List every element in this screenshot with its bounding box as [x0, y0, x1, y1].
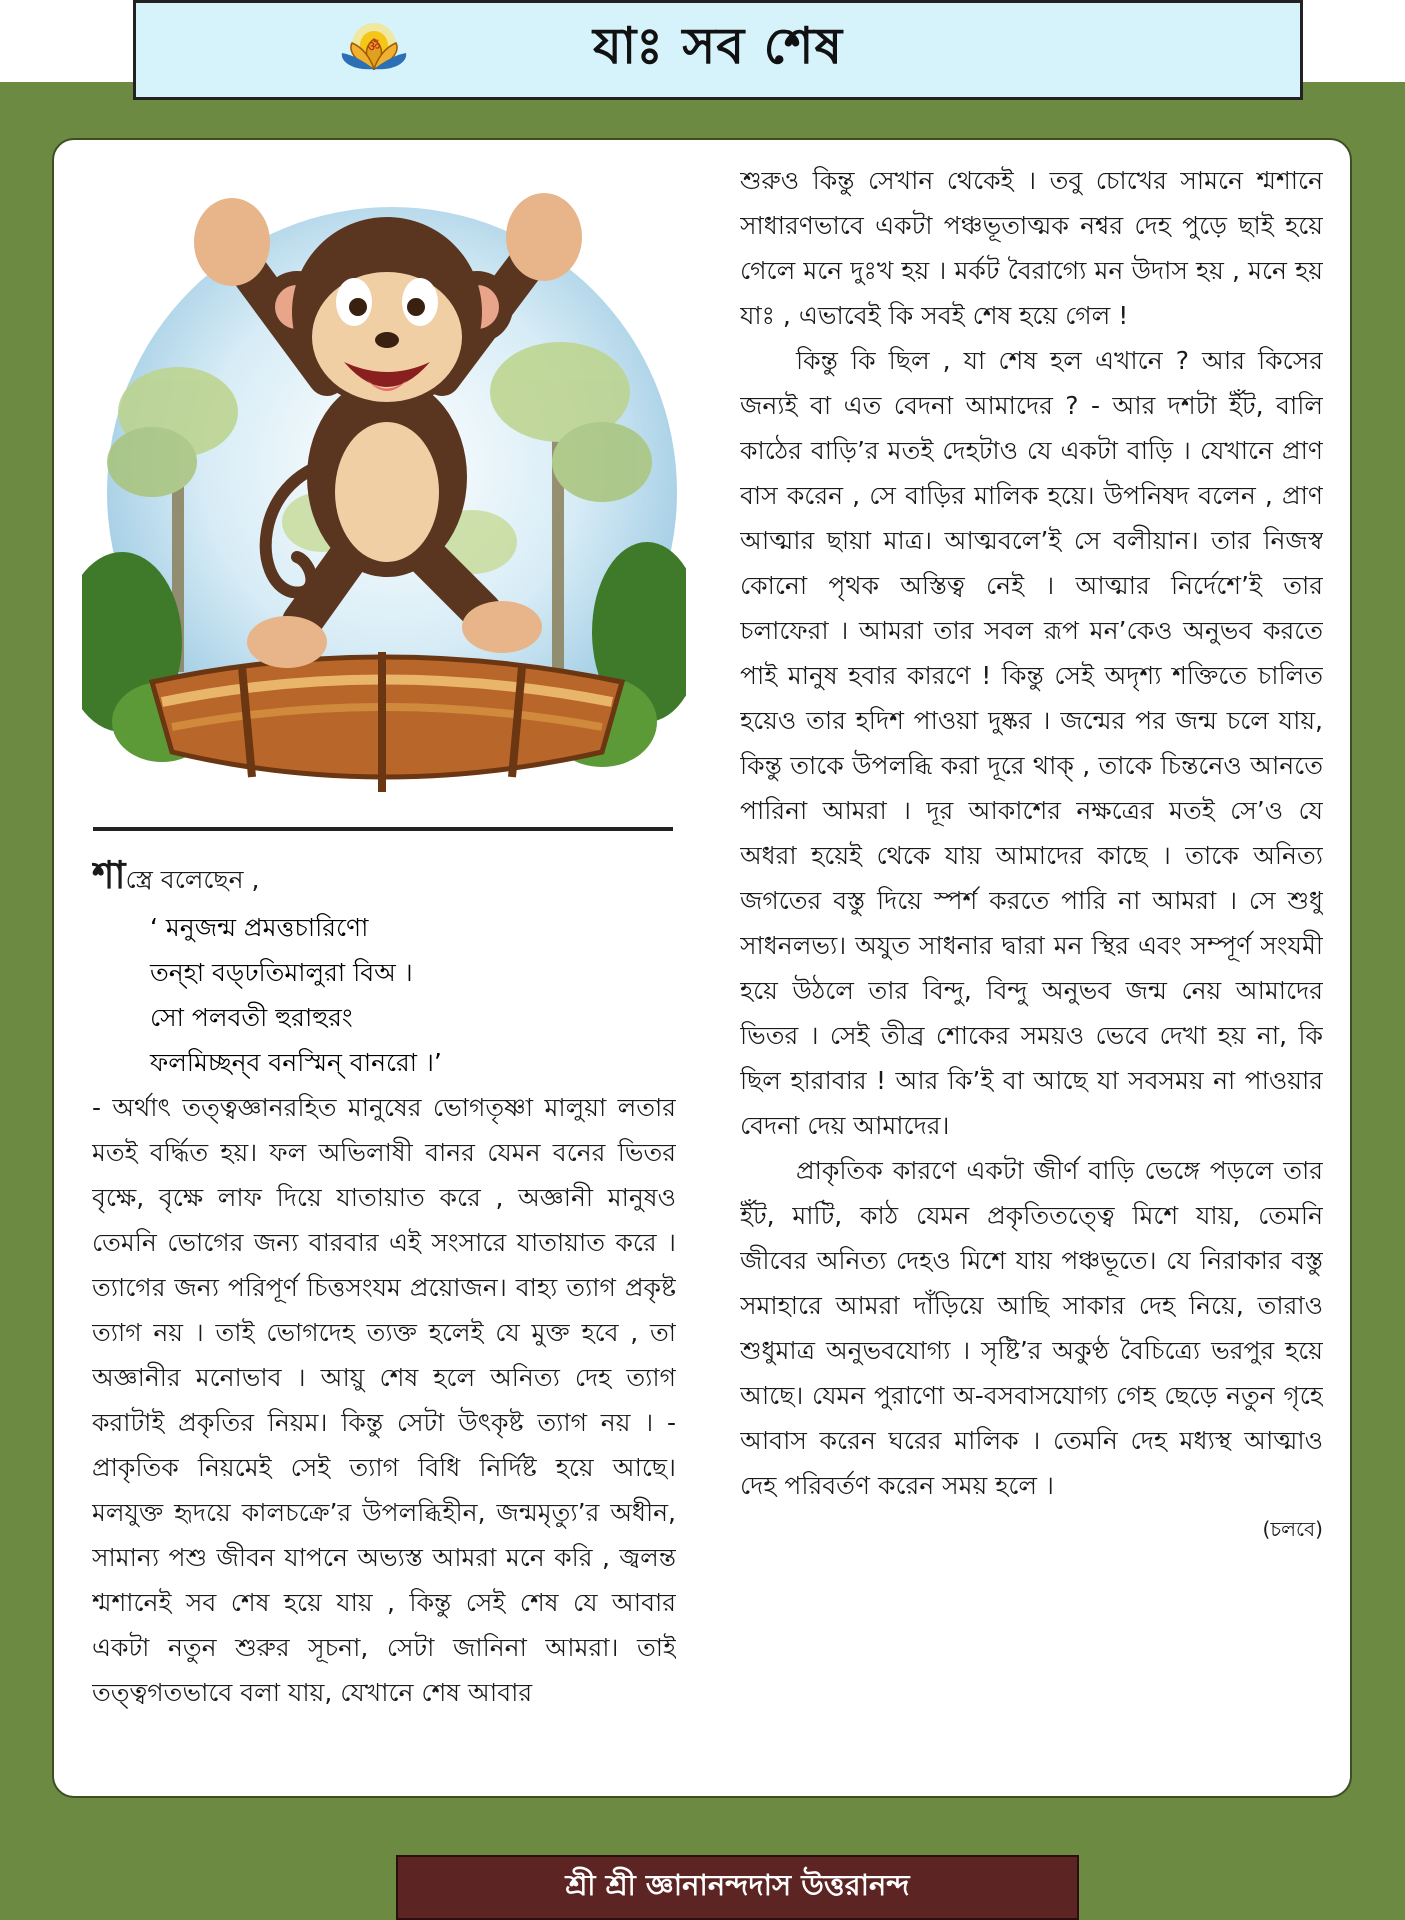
author-name: শ্রী শ্রী জ্ঞানানন্দদাস উত্তরানন্দ: [565, 1868, 910, 1902]
section-divider: [93, 827, 673, 831]
left-body-paragraph: - অর্থাৎ তত্ত্বজ্ঞানরহিত মানুষের ভোগতৃষ্ণা মালুয়া লতার মতই বর্দ্ধিত হয়। ফল অভিলাষী বানর যেমন বনের ভিতর বৃক্ষে, বৃক্ষে লাফ দিয়ে যাতায়াত করে , অজ্ঞানী মানুষও তেমনি ভোগের জন্য বারবার এই সংসারে যাতায়াত করে । ত্যাগের জন্য পরিপূর্ণ চিত্তসংযম প্রয়োজন। বাহ্য ত্যাগ প্রকৃষ্ট ত্যাগ নয় । তাই ভোগদেহ ত্যক্ত হলেই যে মুক্ত হবে , তা অজ্ঞানীর মনোভাব । আয়ু শেষ হলে অনিত্য দেহ ত্যাগ করাটাই প্রকৃতির নিয়ম। কিন্তু সেটা উৎকৃষ্ট ত্যাগ নয় । - প্রাকৃতিক নিয়মেই সেই ত্যাগ বিধি নির্দিষ্ট হয়ে আছে। মলযুক্ত হৃদয়ে কালচক্রে’র উপলব্ধিহীন, জন্মমৃত্যু’র অধীন, সামান্য পশু জীবন যাপনে অভ্যস্ত আমরা মনে করি , জ্বলন্ত শ্মশানেই সব শেষ হয়ে যায় , কিন্তু সেই শেষ যে আবার একটা নতুন শুরুর সূচনা, সেটা জানিনা আমরা। তাই তত্ত্বগতভাবে বলা যায়, যেখানে শেষ আবার: [92, 1093, 676, 1707]
right-paragraph-1: শুরুও কিন্তু সেখান থেকেই । তবু চোখের সামনে শ্মশানে সাধারণভাবে একটা পঞ্চভূতাত্মক নশ্বর দেহ পুড়ে ছাই হয়ে গেলে মনে দুঃখ হয় । মর্কট বৈরাগ্যে মন উদাস হয় , মনে হয় যাঃ , এভাবেই কি সবই শেষ হয়ে গেল !: [740, 166, 1323, 330]
right-column: [740, 158, 1323, 1788]
verse-line-3: সো পলবতী হুরাহুরং: [150, 1003, 353, 1032]
author-banner: [396, 1855, 1079, 1920]
intro-text: স্ত্রে বলেছেন ,: [125, 865, 260, 894]
lotus-om-icon: [334, 17, 414, 87]
right-paragraph-2: কিন্তু কি ছিল , যা শেষ হল এখানে ? আর কিসের জন্যই বা এত বেদনা আমাদের ? - আর দশটা ইঁট, বালি কাঠের বাড়ি’র মতই দেহটাও যে একটা বাড়ি । যেখানে প্রাণ বাস করেন , সে বাড়ির মালিক হয়ে। উপনিষদ বলেন , প্রাণ আত্মার ছায়া মাত্র। আত্মবলে’ই সে বলীয়ান। তার নিজস্ব কোনো পৃথক অস্তিত্ব নেই । আত্মার নির্দেশে’ই তার চলাফেরা । আমরা তার সবল রূপ মন’কেও অনুভব করতে পাই মানুষ হবার কারণে ! কিন্তু সেই অদৃশ্য শক্তিতে চালিত হয়েও তার হদিশ পাওয়া দুষ্কর । জন্মের পর জন্ম চলে যায়, কিন্তু তাকে উপলব্ধি করা দূরে থাক্‌ , তাকে চিন্তনেও আনতে পারিনা আমরা । দূর আকাশের নক্ষত্রের মতই সে’ও যে অধরা হয়েই থেকে যায় আমাদের কাছে । তাকে অনিত্য জগতের বস্তু দিয়ে স্পর্শ করতে পারি না আমরা । সে শুধু সাধনলভ্য। অযুত সাধনার দ্বারা মন স্থির এবং সম্পূর্ণ সংযমী হয়ে উঠলে তার বিন্দু, বিন্দু অনুভব জন্ম নেয় আমাদের ভিতর । সেই তীব্র শোকের সময়ও ভেবে দেখা হয় না, কি ছিল হারাবার ! আর কি’ই বা আছে যা সবসময় না পাওয়ার বেদনা দেয় আমাদের।: [740, 346, 1323, 1140]
title-banner: [133, 0, 1303, 100]
verse-line-1: ‘ মনুজন্ম প্রমত্তচারিণো: [150, 913, 369, 942]
left-column: [92, 850, 676, 1785]
continued-label: (চলবে): [1262, 1517, 1323, 1541]
svg-text:ॐ: ॐ: [367, 39, 381, 55]
intro-line: [92, 850, 676, 905]
verse-line-4: ফলমিচ্ছন্‌ব বনস্মিন্‌ বানরো ।’: [150, 1048, 442, 1077]
right-paragraph-3: প্রাকৃতিক কারণে একটা জীর্ণ বাড়ি ভেঙ্গে পড়লে তার ইঁট, মাটি, কাঠ যেমন প্রকৃতিতত্ত্বে মিশে যায়, তেমনি জীবের অনিত্য দেহও মিশে যায় পঞ্চভূতে। যে নিরাকার বস্তু সমাহারে আমরা দাঁড়িয়ে আছি সাকার দেহ নিয়ে, তারাও শুধুমাত্র অনুভবযোগ্য । সৃষ্টি’র অকুণ্ঠ বৈচিত্র্যে ভরপুর হয়ে আছে। যেমন পুরাণো অ-বসবাসযোগ্য গেহ ছেড়ে নতুন গৃহে আবাস করেন ঘরের মালিক । তেমনি দেহ মধ্যস্থ আত্মাও দেহ পরিবর্তণ করেন সময় হলে ।: [740, 1156, 1323, 1500]
verse-line-2: তন্হা বড্‌ঢতিমালুরা বিঅ ।: [150, 958, 413, 987]
jumping-monkey-illustration: [82, 162, 686, 798]
drop-cap: শা: [92, 853, 126, 897]
page-title: যাঃ সব শেষ: [592, 16, 844, 75]
